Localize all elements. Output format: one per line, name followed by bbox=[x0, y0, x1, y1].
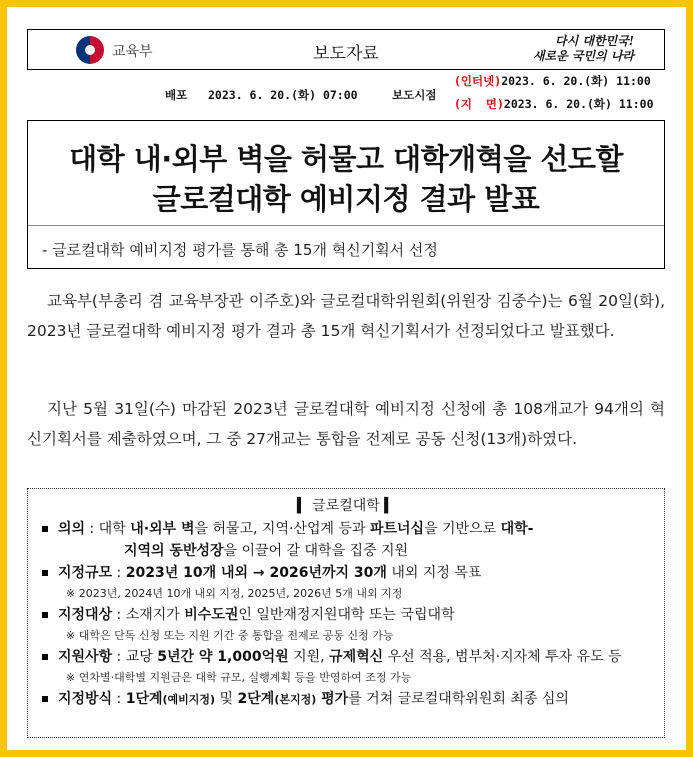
slogan-line: 새로운 국민의 나라 bbox=[532, 49, 634, 63]
release-time bbox=[165, 87, 358, 103]
text-segment: 의의 bbox=[58, 521, 86, 537]
text-segment: 5년간 약 1,000억원 bbox=[157, 649, 289, 665]
summary-bullet bbox=[38, 688, 654, 711]
title-box bbox=[27, 120, 665, 269]
divider bbox=[28, 225, 664, 226]
text-segment: 지원, bbox=[288, 649, 330, 665]
text-segment: 를 거쳐 글로컬대학위원회 최종 심의 bbox=[348, 691, 569, 707]
text-segment: 을 허물고, 지역·산업계 등과 bbox=[194, 521, 370, 537]
ministry-name: 교육부 bbox=[112, 44, 153, 60]
internet-value: 2023. 6. 20.(화) 11:00 bbox=[501, 74, 651, 88]
text-segment: 대학- bbox=[500, 521, 534, 537]
text-segment: (본지정) bbox=[274, 693, 317, 706]
headline-line: 대학 내·외부 벽을 허물고 대학개혁을 선도할 bbox=[69, 142, 623, 176]
body-paragraph: 지난 5월 31일(수) 마감된 2023년 글로컬대학 예비지정 신청에 총 108개교가 94개의 혁신기획서를 제출하였으며, 그 중 27개교는 통합을 전제로 공동 신청(13개)하였다. bbox=[27, 400, 665, 448]
text-segment: 평가 bbox=[316, 691, 349, 707]
text-segment: 지정대상 bbox=[58, 607, 113, 623]
headline bbox=[28, 139, 664, 219]
text-segment: 파트너십 bbox=[369, 521, 425, 537]
text-segment: 우선 적용, 범부처·지자체 투자 유도 등 bbox=[383, 649, 622, 665]
text-segment: 및 bbox=[215, 691, 238, 707]
summary-bullet bbox=[38, 562, 654, 584]
text-segment: : bbox=[112, 691, 126, 707]
text-segment: ※ 대학은 단독 신청 또는 지원 기간 중 통합을 전제로 공동 신청 가능 bbox=[66, 629, 394, 642]
text-segment: 1단계 bbox=[125, 691, 163, 707]
text-segment: 을 기반으로 bbox=[424, 521, 501, 537]
text-segment: 2023년 10개 내외 → 2026년까지 30개 bbox=[125, 565, 387, 581]
text-segment: (예비지정) bbox=[162, 693, 216, 706]
summary-bullet bbox=[38, 604, 654, 626]
document-type: 보도자료 bbox=[313, 44, 379, 64]
internet-label: (인터넷) bbox=[454, 74, 502, 88]
print-value: 2023. 6. 20.(화) 11:00 bbox=[503, 97, 654, 111]
text-segment: : 대학 bbox=[85, 521, 131, 537]
text-segment: : 교당 bbox=[112, 649, 158, 665]
summary-note bbox=[38, 584, 654, 604]
text-segment: 인 일반재정지원대학 또는 국립대학 bbox=[238, 607, 455, 623]
text-segment: : 소재지가 bbox=[112, 607, 185, 623]
text-segment: 규제혁신 bbox=[329, 649, 384, 665]
text-segment: ※ 연차별·대학별 지원금은 대학 규모, 실행계획 등을 반영하여 조정 가능 bbox=[66, 671, 412, 684]
summary-box bbox=[27, 488, 665, 738]
body-paragraph: 교육부(부총리 겸 교육부장관 이주호)와 글로컬대학위원회(위원장 김중수)는 6월 20일(화), 2023년 글로컬대학 예비지정 평가 결과 총 15개 혁신기획서가 선정되었다고 발표했다. bbox=[27, 292, 665, 340]
summary-bullet bbox=[38, 540, 654, 562]
press-release-page bbox=[7, 7, 686, 750]
embargo-label: 보도시점 bbox=[392, 88, 437, 102]
internet-embargo bbox=[454, 73, 651, 89]
subtitle: - 글로컬대학 예비지정 평가를 통해 총 15개 혁신기획서 선정 bbox=[42, 241, 438, 259]
summary-note bbox=[38, 668, 654, 688]
headline-line: 글로컬대학 예비지정 결과 발표 bbox=[152, 182, 540, 216]
print-label: (지 면) bbox=[454, 97, 504, 111]
slogan bbox=[533, 34, 634, 64]
text-segment: 을 이끌어 갈 대학을 집중 지원 bbox=[223, 543, 409, 559]
text-segment: 비수도권 bbox=[184, 607, 239, 623]
text-segment: 내·외부 벽 bbox=[130, 521, 195, 537]
release-value: 2023. 6. 20.(화) 07:00 bbox=[208, 88, 358, 102]
text-segment: 내외 지정 목표 bbox=[386, 565, 482, 581]
text-segment: 지역의 동반성장 bbox=[124, 543, 224, 559]
summary-note bbox=[38, 626, 654, 646]
text-segment: : bbox=[112, 565, 126, 581]
text-segment: 2단계 bbox=[237, 691, 275, 707]
summary-lines bbox=[38, 518, 654, 711]
text-segment: ※ 2023년, 2024년 10개 내외 지정, 2025년, 2026년 5개 내외 지정 bbox=[66, 587, 403, 600]
text-segment: 지원사항 bbox=[58, 649, 113, 665]
summary-bullet bbox=[38, 518, 654, 540]
release-label: 배포 bbox=[165, 88, 188, 102]
print-embargo bbox=[454, 96, 654, 112]
text-segment: 지정규모 bbox=[58, 565, 113, 581]
letterhead bbox=[27, 29, 665, 70]
summary-bullet bbox=[38, 646, 654, 668]
summary-title: ▍ 글로컬대학 ▍ bbox=[296, 498, 396, 514]
slogan-line: 다시 대한민국! bbox=[555, 34, 634, 48]
text-segment: 지정방식 bbox=[58, 691, 113, 707]
